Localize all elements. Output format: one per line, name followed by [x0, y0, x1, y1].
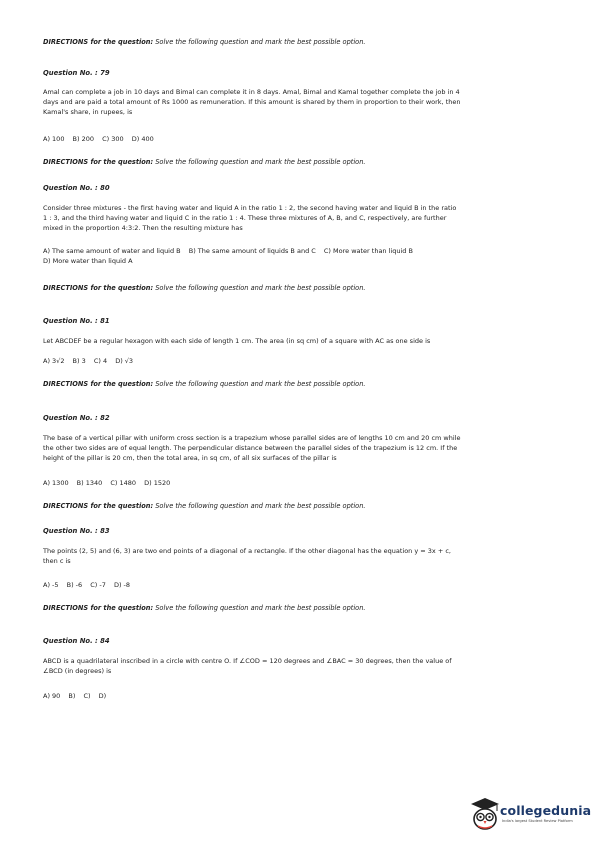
option-d[interactable]: D) -8 [113, 581, 131, 589]
question-line: Consider three mixtures - the first having water and liquid A in the ratio 1 : 2, the second having water and liquid B in the ratio [43, 204, 457, 212]
question-number: Question No. : 82 [43, 414, 110, 422]
options [43, 356, 560, 366]
directions-text: Solve the following question and mark the best possible option. [155, 38, 366, 46]
logo-tagline: India's largest Student Review Platform [502, 819, 573, 823]
question-line: Let ABCDEF be a regular hexagon with each side of length 1 cm. The area (in sq cm) of a square with AC as one side is [43, 337, 431, 345]
directions-label: DIRECTIONS for the question: [43, 284, 154, 292]
option-d[interactable]: D) 1520 [144, 479, 171, 487]
question-line: height of the pillar is 20 cm, then the total area, in sq cm, of all six surfaces of the pillar is [43, 454, 337, 463]
directions-line [43, 502, 560, 510]
option-c[interactable]: C) More water than liquid B [323, 247, 413, 255]
option-c[interactable]: C) 4 [93, 357, 108, 365]
option-b[interactable]: B) 200 [72, 135, 95, 143]
question-line: ∠BCD (in degrees) is [43, 667, 112, 676]
directions-line [43, 158, 560, 166]
option-d[interactable]: D) 400 [131, 135, 154, 143]
options [43, 246, 560, 266]
options [43, 691, 560, 701]
option-c[interactable]: C) 300 [102, 135, 124, 143]
question-text [43, 546, 560, 566]
option-a[interactable]: A) 3√2 [43, 357, 65, 365]
directions-line [43, 380, 560, 388]
directions-line [43, 604, 560, 612]
question-text [43, 336, 560, 346]
logo-wordmark: collegedunia [500, 803, 592, 818]
option-b[interactable]: B) 3 [72, 357, 86, 365]
option-a[interactable]: A) -5 [43, 581, 59, 589]
question-line: The points (2, 5) and (6, 3) are two end points of a diagonal of a rectangle. If the other diagonal has the equation y = 3x + c, [43, 547, 451, 555]
question-line: days and are paid a total amount of Rs 1000 as remuneration. If this amount is shared by them in proportion to their work, then [43, 98, 461, 107]
option-b[interactable]: B) The same amount of liquids B and C [188, 247, 316, 255]
directions-label: DIRECTIONS for the question: [43, 380, 154, 388]
directions-text: Solve the following question and mark the best possible option. [155, 502, 366, 510]
option-a[interactable]: A) 100 [43, 135, 65, 143]
options [43, 478, 560, 488]
directions-line [43, 284, 560, 292]
question-line: Kamal's share, in rupees, is [43, 108, 133, 117]
directions-label: DIRECTIONS for the question: [43, 502, 154, 510]
graduate-owl-icon [470, 797, 500, 831]
question-text [43, 87, 560, 118]
directions-line [43, 38, 560, 46]
options [43, 134, 560, 144]
question-number: Question No. : 81 [43, 317, 110, 325]
question-number: Question No. : 84 [43, 637, 110, 645]
option-c[interactable]: C) [83, 692, 91, 700]
question-line: the other two sides are of equal length. The perpendicular distance between the parallel sides of the trapezium is 12 cm. If the [43, 444, 458, 453]
directions-label: DIRECTIONS for the question: [43, 38, 154, 46]
option-a[interactable]: A) The same amount of water and liquid B [43, 247, 181, 255]
directions-text: Solve the following question and mark the best possible option. [155, 604, 366, 612]
question-text [43, 656, 560, 676]
option-d[interactable]: D) [98, 692, 107, 700]
option-b[interactable]: B) [68, 692, 76, 700]
directions-text: Solve the following question and mark the best possible option. [155, 380, 366, 388]
question-line: then c is [43, 557, 71, 566]
collegedunia-logo[interactable] [470, 797, 592, 833]
question-number: Question No. : 83 [43, 527, 110, 535]
directions-label: DIRECTIONS for the question: [43, 604, 154, 612]
question-line: 1 : 3, and the third having water and liquid C in the ratio 1 : 4. These three mixtures of A, B, and C, respectively, are further [43, 214, 447, 223]
question-line: mixed in the proportion 4:3:2. Then the resulting mixture has [43, 224, 243, 233]
option-d[interactable]: D) √3 [115, 357, 134, 365]
directions-text: Solve the following question and mark the best possible option. [155, 284, 366, 292]
question-line: ABCD is a quadrilateral inscribed in a circle with centre O. If ∠COD = 120 degrees and ∠BAC = 30 degrees, then the value of [43, 657, 452, 665]
option-a[interactable]: A) 1300 [43, 479, 69, 487]
option-b[interactable]: B) -6 [66, 581, 83, 589]
directions-label: DIRECTIONS for the question: [43, 158, 154, 166]
question-number: Question No. : 79 [43, 69, 110, 77]
option-d[interactable]: D) More water than liquid A [43, 257, 133, 265]
question-text [43, 203, 560, 234]
question-line: Amal can complete a job in 10 days and Bimal can complete it in 8 days. Amal, Bimal and Kamal together complete the job in 4 [43, 88, 460, 96]
option-c[interactable]: C) -7 [90, 581, 106, 589]
question-text [43, 433, 560, 464]
question-number: Question No. : 80 [43, 184, 110, 192]
option-b[interactable]: B) 1340 [76, 479, 103, 487]
options [43, 580, 560, 590]
directions-text: Solve the following question and mark the best possible option. [155, 158, 366, 166]
option-a[interactable]: A) 90 [43, 692, 61, 700]
question-line: The base of a vertical pillar with uniform cross section is a trapezium whose parallel sides are of lengths 10 cm and 20 cm while [43, 434, 461, 442]
option-c[interactable]: C) 1480 [110, 479, 137, 487]
